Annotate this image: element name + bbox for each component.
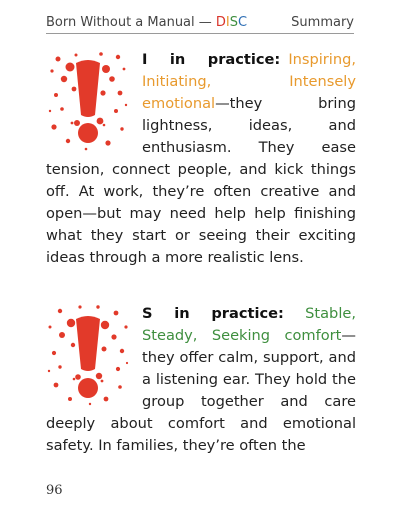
section-keywords: Stable, Steady, Seeking comfort: [142, 305, 356, 344]
section-body: —they offer calm, support, and a listening ear. They hold the group together and care deeply about comfort and emotional safety. In families, they’re often the: [46, 327, 356, 454]
exclamation-splash-icon: [46, 49, 130, 153]
disc-letter-d: D: [215, 15, 226, 30]
section-s-in-practice: [46, 303, 356, 457]
book-title: [46, 14, 247, 32]
exclamation-splash-icon: [46, 303, 130, 407]
book-title-text: Born Without a Manual —: [46, 15, 216, 30]
disc-letter-i: I: [225, 15, 230, 30]
disc-letter-s: S: [229, 15, 239, 30]
section-body: —they bring lightness, ideas, and enthusiasm. They ease tension, connect people, and kick things off. At work, they’re often creative and open—but may need help help finishing what they start or seeing their exciting ideas through a more realistic lens.: [46, 95, 356, 266]
disc-letter-c: C: [238, 15, 248, 30]
running-header: [46, 13, 354, 34]
section-lead: S in practice:: [142, 305, 284, 322]
section-lead: I in practice:: [142, 51, 281, 68]
section-title: Summary: [291, 15, 354, 30]
section-i-in-practice: [46, 49, 356, 269]
page-number: 96: [46, 483, 63, 498]
section-keywords: Inspiring, Initiating, Intensely emotional: [142, 51, 356, 112]
